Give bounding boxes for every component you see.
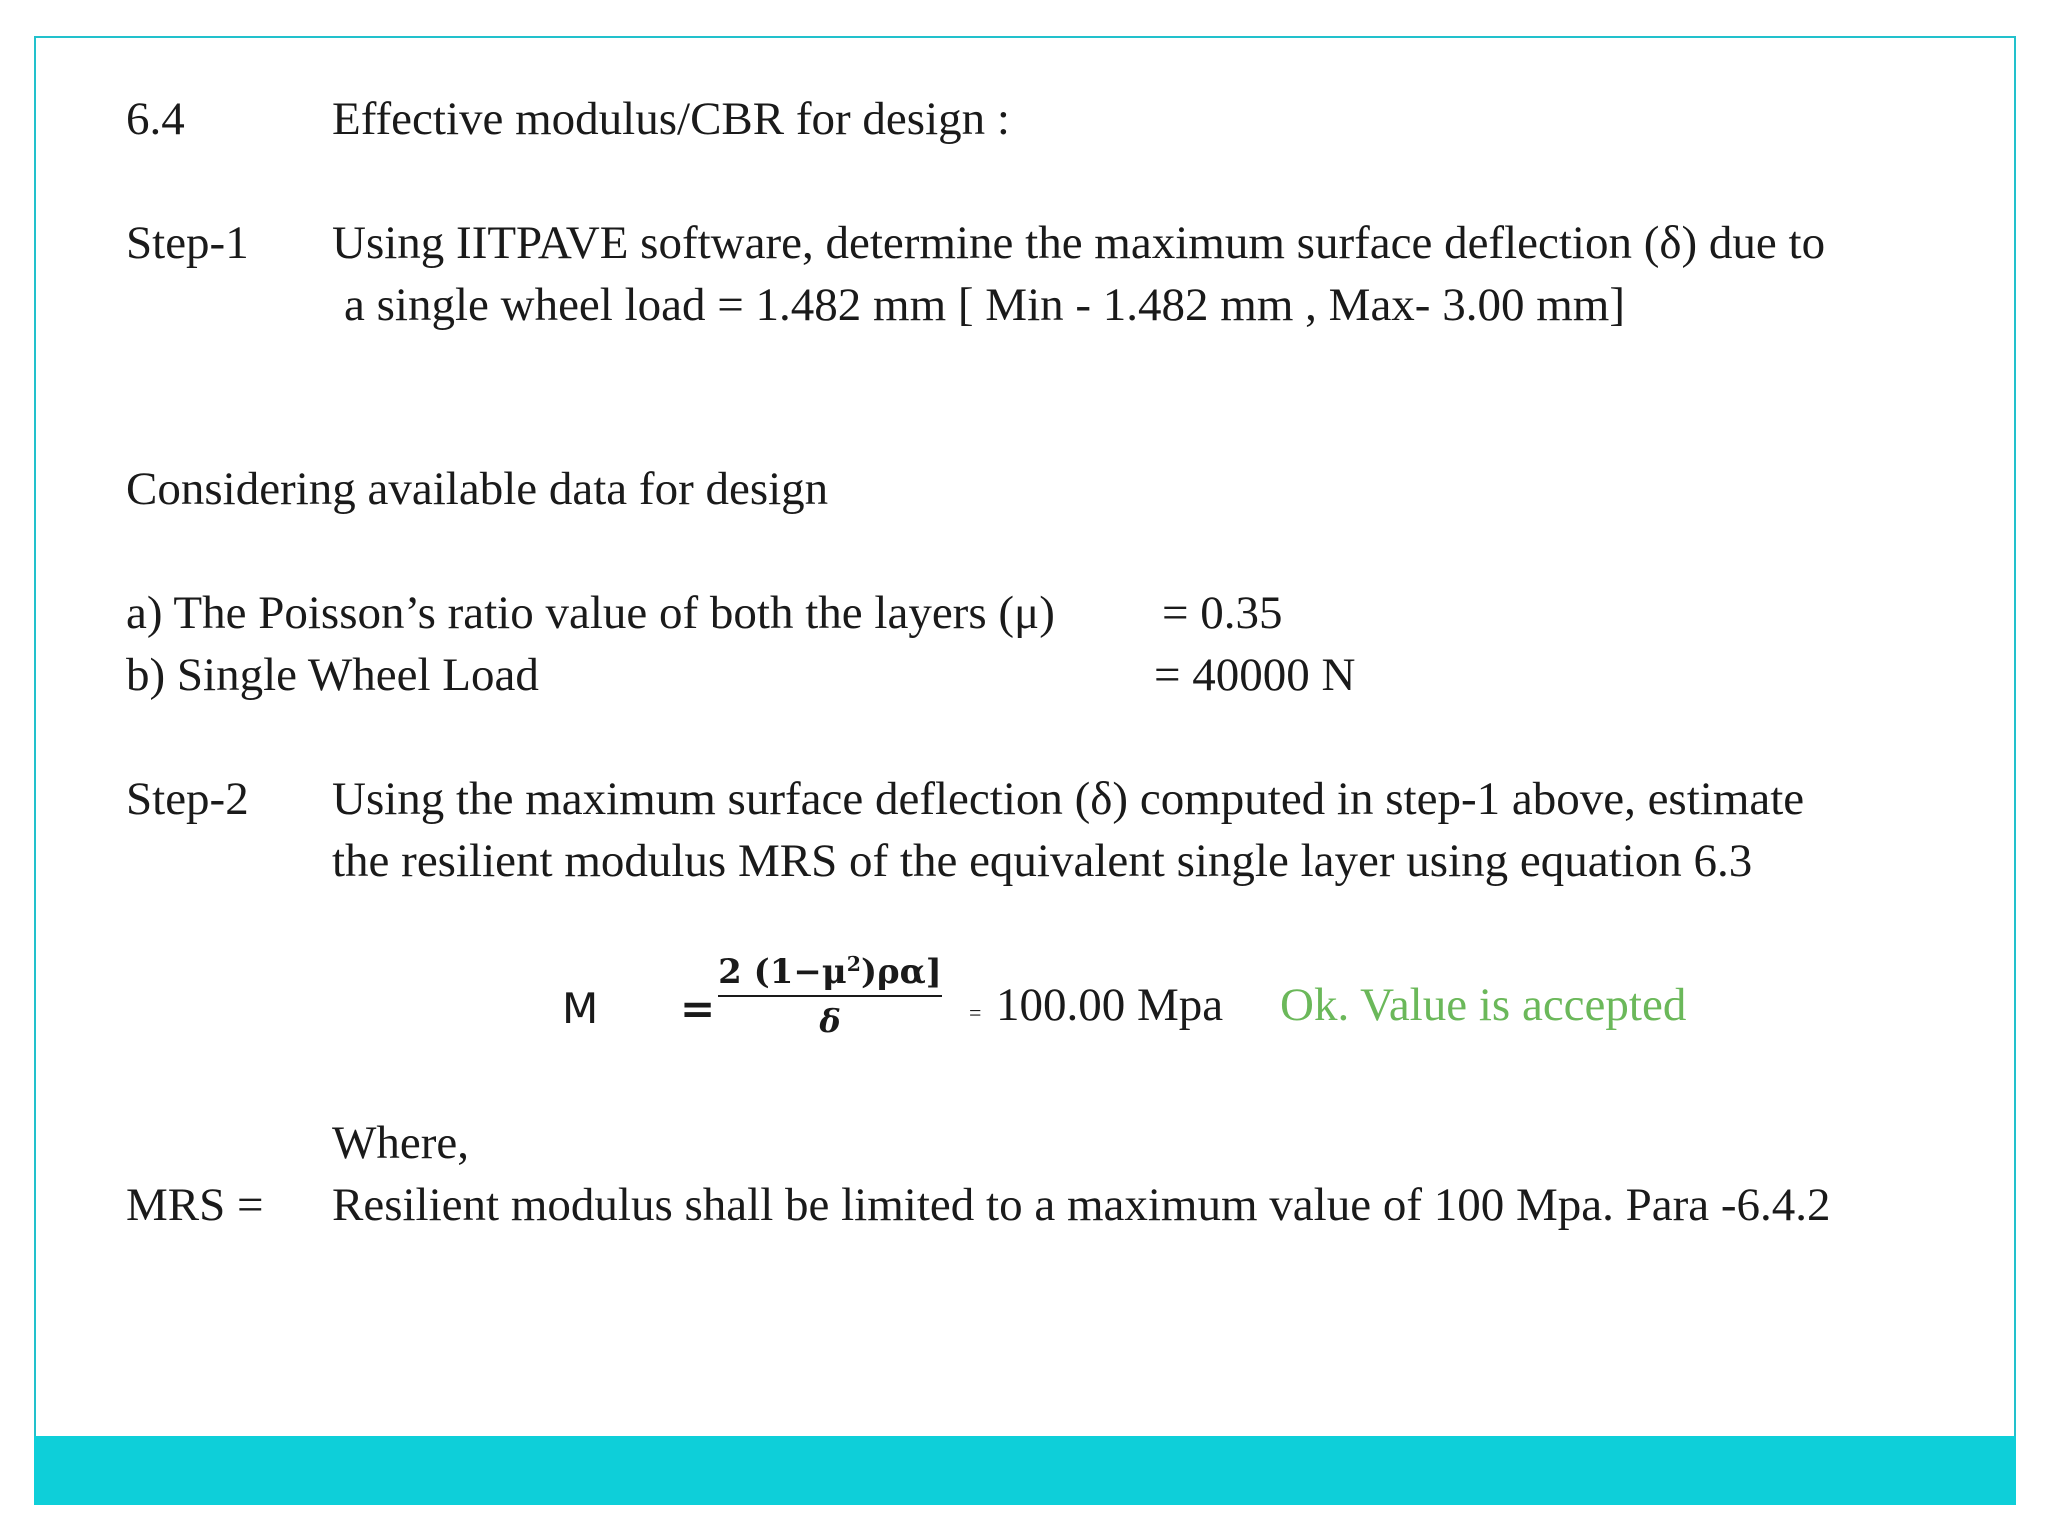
step1-line2: a single wheel load = 1.482 mm [ Min - 1.482 mm , Max- 3.00 mm]	[344, 279, 1625, 331]
data-item-poisson-value: = 0.35	[1162, 587, 1283, 639]
step2-line2: the resilient modulus MRS of the equivalent single layer using equation 6.3	[332, 835, 1753, 887]
considering-heading: Considering available data for design	[126, 463, 829, 515]
step1-label: Step-1	[126, 217, 249, 269]
data-item-load-value: = 40000 N	[1154, 649, 1356, 701]
equation-denominator: δ	[819, 1002, 841, 1040]
mrs-definition: Resilient modulus shall be limited to a maximum value of 100 Mpa. Para -6.4.2	[332, 1179, 1831, 1231]
equation-numerator: 2 $(1-\mu^2)\rho\alpha$]	[718, 951, 942, 992]
section-number: 6.4	[126, 93, 185, 145]
data-item-poisson-label: a) The Poisson’s ratio value of both the layers (μ)	[126, 587, 1055, 639]
equation-equals-small: =	[969, 1000, 982, 1025]
equation-lhs: M	[562, 984, 599, 1033]
data-item-load-label: b) Single Wheel Load	[126, 649, 539, 701]
step1-line1: Using IITPAVE software, determine the maximum surface deflection (δ) due to	[332, 217, 1826, 269]
step2-line1: Using the maximum surface deflection (δ) computed in step-1 above, estimate	[332, 773, 1805, 825]
fraction-bar	[718, 995, 942, 997]
equation-result: 100.00 Mpa	[996, 979, 1224, 1031]
equation-status: Ok. Value is accepted	[1280, 979, 1687, 1031]
section-title: Effective modulus/CBR for design :	[332, 93, 1010, 145]
slide-footer-bar	[34, 1436, 2016, 1505]
equation-fraction	[718, 951, 942, 1040]
where-label: Where,	[332, 1117, 469, 1169]
step2-label: Step-2	[126, 773, 249, 825]
equation-equals: =	[680, 984, 716, 1033]
mrs-term: MRS =	[126, 1179, 264, 1231]
